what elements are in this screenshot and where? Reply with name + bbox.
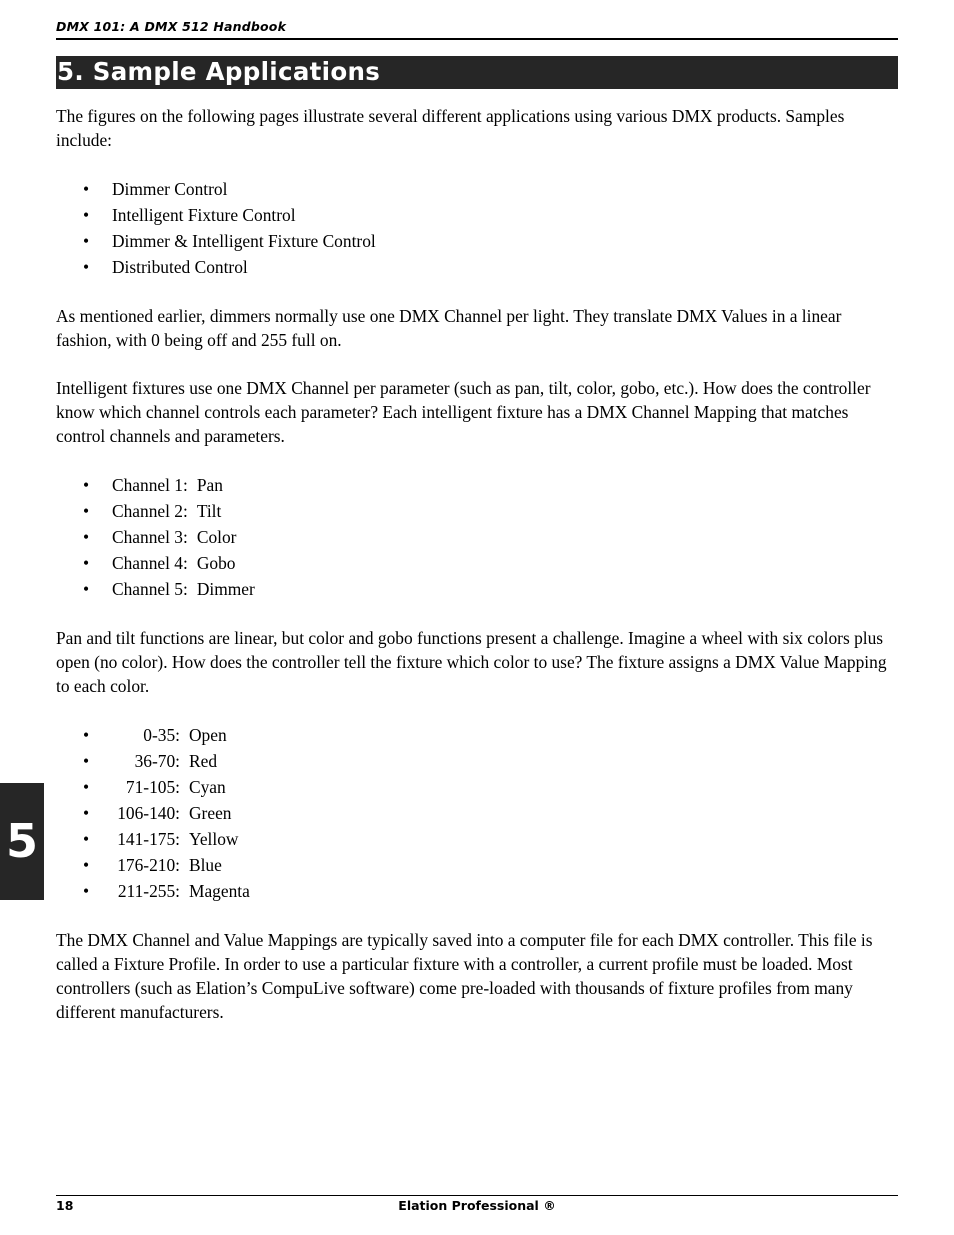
section-title: 5. Sample Applications: [57, 57, 381, 86]
channel-parameter: Color: [196, 527, 237, 547]
value-range: 141-175:: [117, 829, 180, 849]
footer-publisher: Elation Professional ®: [398, 1198, 556, 1213]
fixtures-paragraph: Intelligent fixtures use one DMX Channel per parameter (such as pan, tilt, color, gobo, etc.). How does the controller know which channel controls each parameter? Each intelligent fixture has a DMX Channel Mapping that matches control channels and parameters.: [56, 378, 871, 446]
bullet-icon: •: [83, 751, 90, 771]
list-item: [56, 472, 898, 498]
samples-list: [56, 176, 898, 280]
value-color: Magenta: [189, 881, 250, 901]
bullet-icon: •: [83, 881, 90, 901]
list-item: [56, 826, 898, 852]
list-item: [56, 748, 898, 774]
chapter-number: 5: [5, 814, 38, 868]
running-header-title: DMX 101: A DMX 512 Handbook: [56, 19, 287, 34]
channel-label: Channel 4:: [112, 553, 188, 573]
list-item: [56, 774, 898, 800]
color-paragraph: Pan and tilt functions are linear, but color and gobo functions present a challenge. Imagine a wheel with six colors plus open (no color). How does the controller tell the fixture which color to use? The fixture assigns a DMX Value Mapping to each color.: [56, 628, 887, 696]
value-range: 211-255:: [117, 881, 180, 901]
channel-mapping-list: [56, 472, 898, 602]
value-range: 0-35:: [143, 725, 180, 745]
bullet-icon: •: [83, 475, 90, 495]
value-color: Yellow: [189, 829, 239, 849]
bullet-icon: •: [83, 231, 90, 251]
header-divider: [56, 38, 898, 40]
list-item: • Intelligent Fixture Control: [56, 202, 898, 228]
bullet-icon: •: [83, 553, 90, 573]
bullet-icon: •: [83, 855, 90, 875]
page-body: [56, 104, 898, 1048]
bullet-icon: •: [83, 579, 90, 599]
channel-parameter: Tilt: [196, 501, 222, 521]
list-item: • Dimmer Control: [56, 176, 898, 202]
list-item: • Distributed Control: [56, 254, 898, 280]
channel-parameter: Pan: [196, 475, 223, 495]
value-color: Red: [189, 751, 218, 771]
value-range: 176-210:: [117, 855, 180, 875]
list-item: [56, 878, 898, 904]
chapter-tab: [0, 783, 44, 900]
list-item: [56, 852, 898, 878]
list-item: [56, 498, 898, 524]
bullet-icon: •: [83, 803, 90, 823]
value-range: 106-140:: [117, 803, 180, 823]
value-range: 71-105:: [125, 777, 180, 797]
channel-label: Channel 3:: [112, 527, 188, 547]
footer-divider: [56, 1195, 898, 1196]
value-color: Green: [189, 803, 232, 823]
channel-label: Channel 1:: [112, 475, 188, 495]
channel-label: Channel 5:: [112, 579, 188, 599]
intro-paragraph: The figures on the following pages illustrate several different applications using various DMX products. Samples include:: [56, 106, 845, 150]
bullet-icon: •: [83, 205, 90, 225]
bullet-icon: •: [83, 501, 90, 521]
channel-parameter: Gobo: [196, 553, 236, 573]
dimmers-paragraph: As mentioned earlier, dimmers normally use one DMX Channel per light. They translate DMX Values in a linear fashion, with 0 being off and 255 full on.: [56, 306, 842, 350]
section-heading-bar: [56, 56, 898, 89]
channel-parameter: Dimmer: [196, 579, 255, 599]
value-range: 36-70:: [134, 751, 180, 771]
value-color: Blue: [189, 855, 222, 875]
bullet-icon: •: [83, 257, 90, 277]
list-item: [56, 722, 898, 748]
value-mapping-list: [56, 722, 898, 904]
bullet-icon: •: [83, 777, 90, 797]
page-number: 18: [56, 1198, 74, 1213]
list-item: • Dimmer & Intelligent Fixture Control: [56, 228, 898, 254]
list-item: [56, 550, 898, 576]
bullet-icon: •: [83, 179, 90, 199]
bullet-icon: •: [83, 829, 90, 849]
bullet-icon: •: [83, 527, 90, 547]
channel-label: Channel 2:: [112, 501, 188, 521]
bullet-icon: •: [83, 725, 90, 745]
value-color: Open: [189, 725, 227, 745]
list-item: [56, 576, 898, 602]
list-item: [56, 524, 898, 550]
list-item: [56, 800, 898, 826]
profile-paragraph: The DMX Channel and Value Mappings are typically saved into a computer file for each DMX controller. This file is called a Fixture Profile. In order to use a particular fixture with a controller, a current profile must be loaded. Most controllers (such as Elation’s CompuLive software) come pre-loaded with thousands of fixture profiles from many different manufacturers.: [56, 930, 873, 1022]
value-color: Cyan: [189, 777, 226, 797]
